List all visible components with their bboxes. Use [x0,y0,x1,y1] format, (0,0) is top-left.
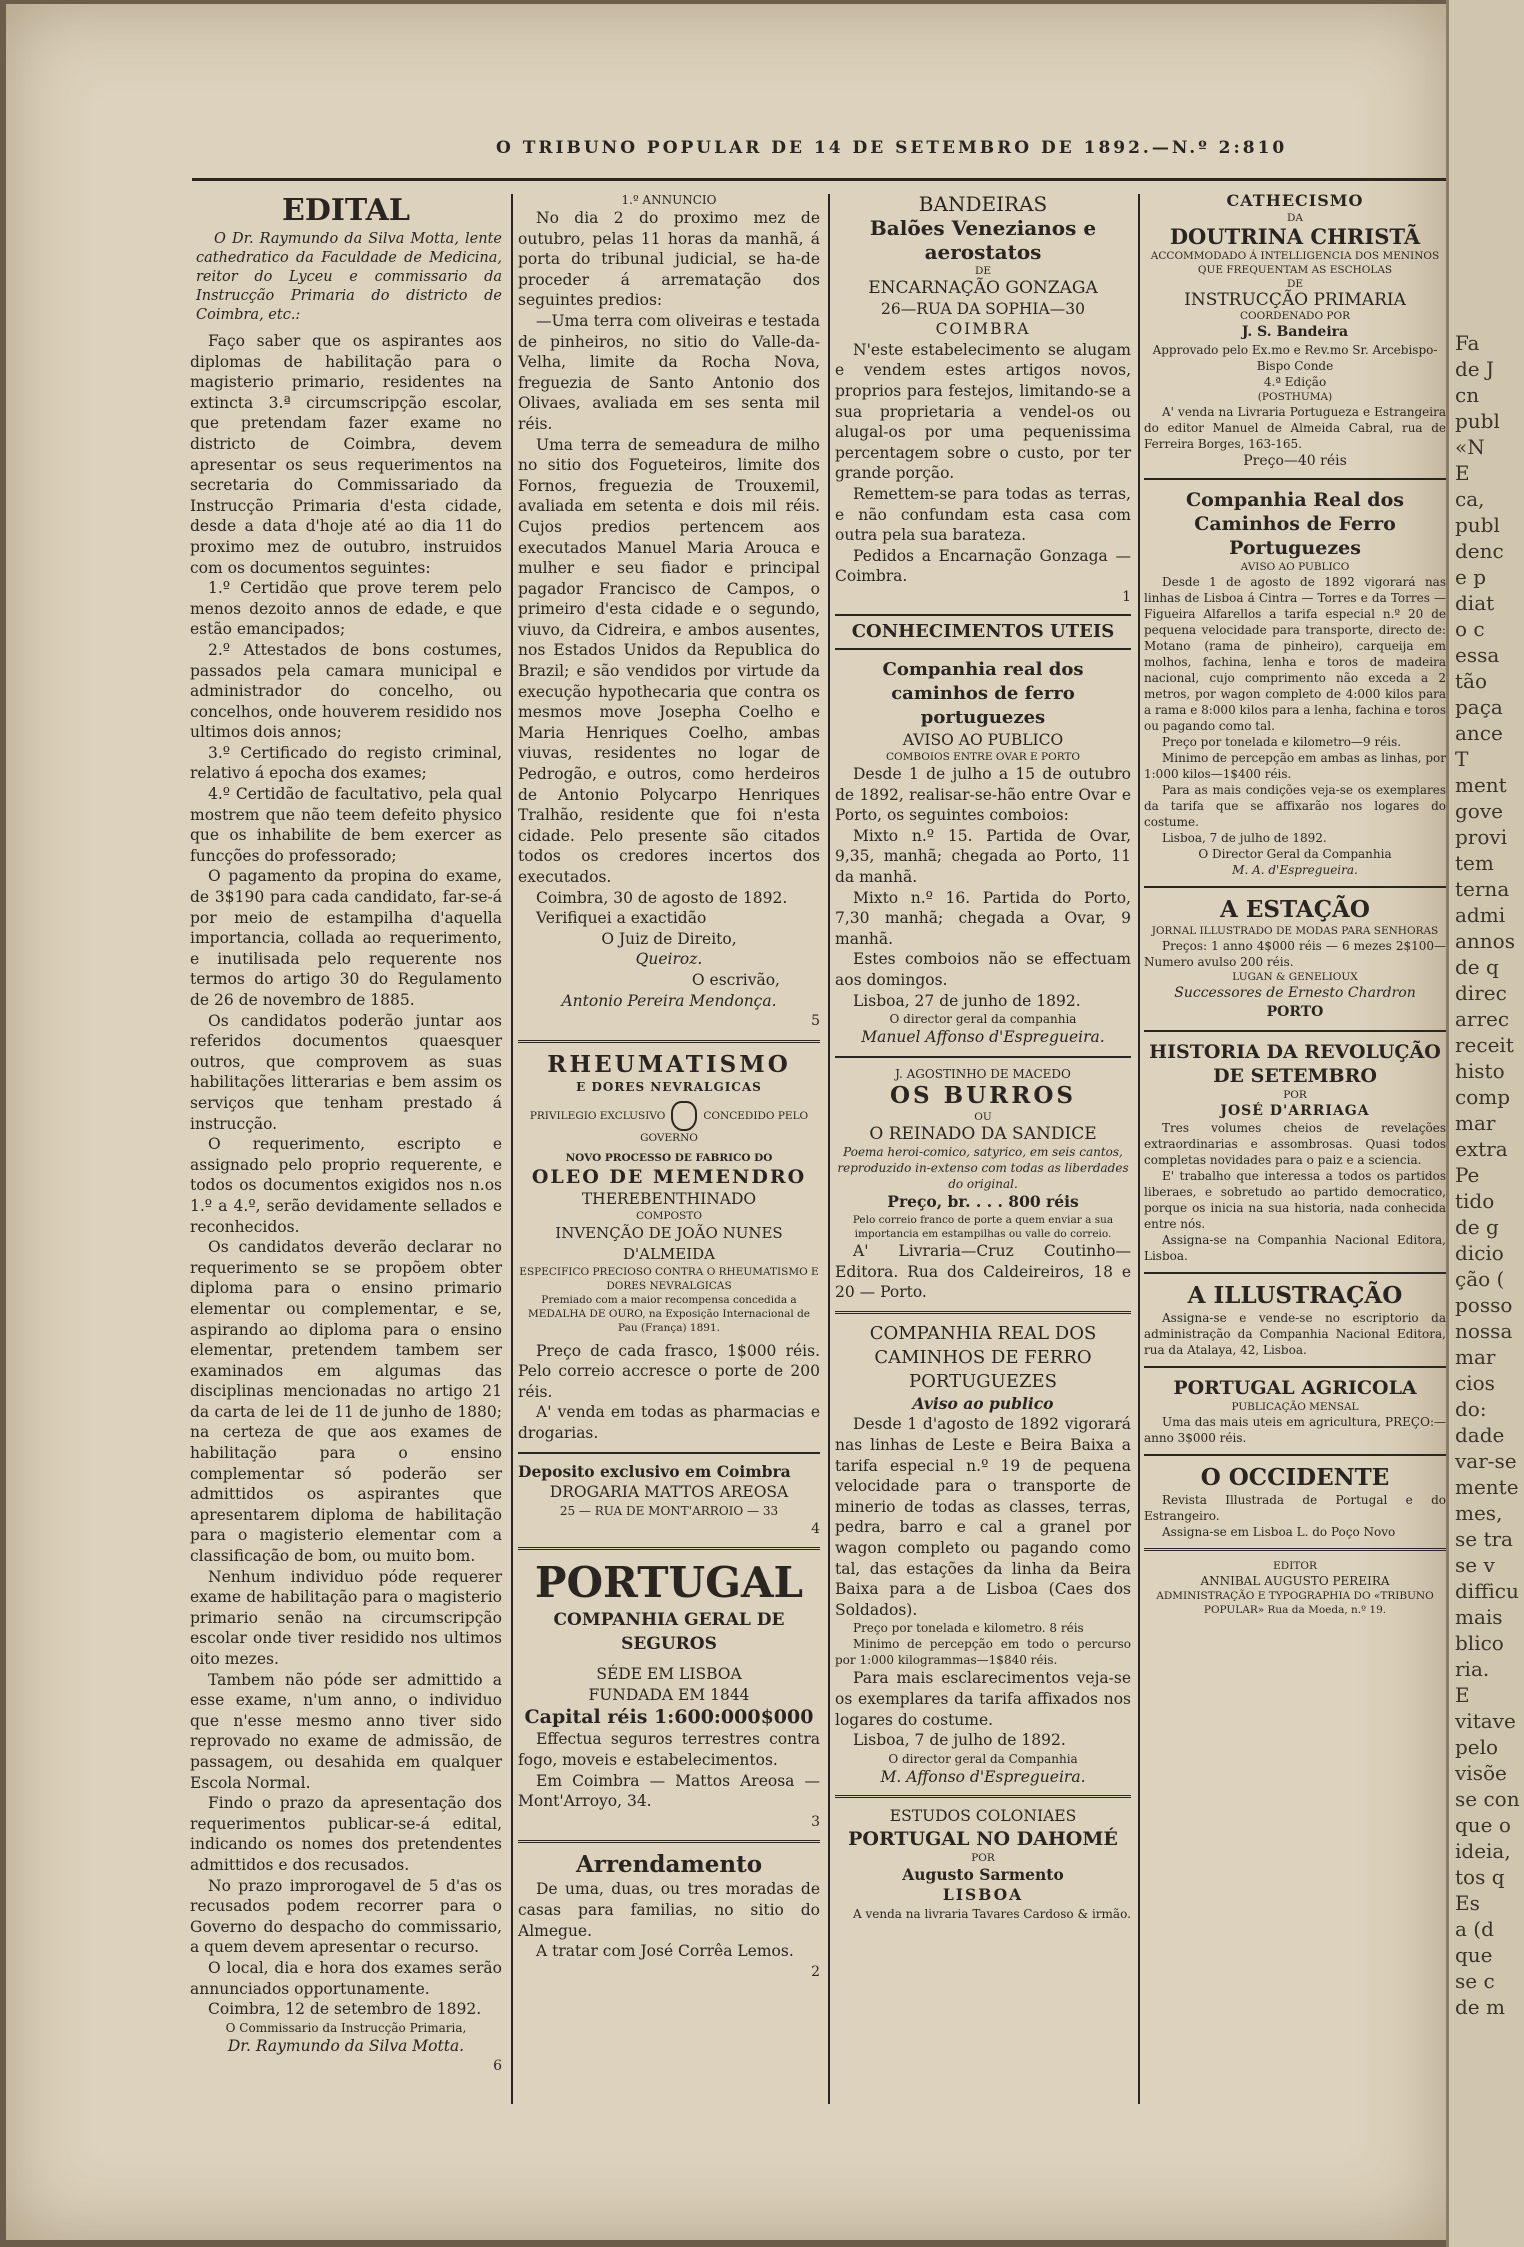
railway3-signature: M. A. d'Espregueira. [1232,863,1358,878]
product-subname: THEREBENTHINADO [581,1189,757,1208]
adjacent-page-line: difficu [1455,1579,1519,1603]
adjacent-page-text [1449,0,1524,2020]
historia-text: POR [1283,1088,1307,1101]
portugal-title: PORTUGAL [534,1558,804,1608]
editor-name: ANNIBAL AUGUSTO PEREIRA [1200,1574,1390,1589]
railway-notice: AVISO AO PUBLICO [902,730,1064,749]
adjacent-page-line: diat [1455,591,1495,615]
adjacent-page-line: dicio [1455,1241,1504,1265]
arrendamento-title: Arrendamento [575,1851,763,1879]
bandeiras-address: 26—RUA DA SOPHIA—30 [881,299,1085,318]
illustracao-text: Assigna-se e vende-se no escriptorio da administração da Companhia Nacional Editora, rua da Atalaya, 42, Lisboa. [1144,1311,1446,1358]
royal-arms-icon [671,1101,697,1131]
adjacent-page-line: Fa [1455,331,1480,355]
estacao-publisher: LUGAN & GENELIOUX [1232,971,1358,984]
book-text: A' Livraria—Cruz Coutinho—Editora. Rua dos Caldeireiros, 18 e 20 — Porto. [835,1242,1131,1302]
adjacent-page-line: se con [1455,1787,1520,1811]
ad-number: 6 [493,2058,502,2075]
edital-paragraph: 1.º Certidão que prove terem pelo menos dezoito annos de edade, e que estão emancipados; [190,579,502,639]
instrucao-title: INSTRUCÇÃO PRIMARIA [1184,289,1406,310]
adjacent-page-line: se v [1455,1553,1495,1577]
adjacent-page-line: cios [1455,1371,1495,1395]
railway3-director: O Director Geral da Companhia [1198,847,1392,862]
railway3-notice: AVISO AO PUBLICO [1240,561,1350,574]
column-3 [835,192,1131,1922]
ad-divider [518,1547,820,1550]
bandeiras-owner: ENCARNAÇÃO GONZAGA [868,278,1098,298]
edital-paragraph: 2.º Attestados de bons costumes, passados pela camara municipal e administrador do concelho, ou concelhos, onde houverem residido nos ultimos dois annos; [190,640,502,742]
edital-paragraph: O local, dia e hora dos exames serão annunciados opportunamente. [190,1958,502,1998]
edital-date: Coimbra, 12 de setembro de 1892. [208,2000,482,2019]
adjacent-page-line: que o [1455,1813,1511,1837]
header-rule [192,178,1446,181]
agricola-subtitle: PUBLICAÇÃO MENSAL [1231,1401,1359,1414]
bandeiras-title: BANDEIRAS [918,192,1048,216]
privilege-left: PRIVILEGIO EXCLUSIVO [529,1109,666,1122]
adjacent-page-line: de g [1455,1215,1499,1239]
edital-paragraph: Tambem não póde ser admittido a esse exame, n'um anno, o individuo que n'esse mesmo anno tiver sido reprovado no exame de admissão, de passagem, ou desahida em qualquer Escola Normal. [190,1670,502,1792]
annuncio-text: —Uma terra com oliveiras e testada de pinheiros, no sitio do Valle-da-Velha, limite da Rocha Nova, freguezia de Santo Antonio dos Olivaes, avaliada em ses senta mil réis. [518,311,820,433]
ad-divider [1144,1272,1446,1274]
adjacent-page-line: Pe [1455,1163,1480,1187]
adjacent-page-line: denc [1455,539,1504,563]
cathecismo-text: COORDENADO POR [1240,310,1350,323]
bandeiras-text: DE [974,265,992,277]
annuncio-text: Verifiquei a exactidão [536,909,707,928]
cathecismo-approval: Approvado pelo Ex.mo e Rev.mo Sr. Arcebispo-Bispo Conde [1152,342,1438,373]
ad-divider [1144,1454,1446,1456]
railway-title: Companhia real dos caminhos de ferro portuguezes [882,658,1084,728]
ad-divider [518,1840,820,1843]
adjacent-page-line: annos [1455,929,1515,953]
section-banner [835,614,1131,650]
adjacent-page-line: ment [1455,773,1507,797]
adjacent-page-line: tido [1455,1189,1495,1213]
portugal-text: Em Coimbra — Mattos Areosa — Mont'Arroyo, 34. [518,1771,820,1811]
rheumatismo-text: ESPECIFICO PRECIOSO CONTRA O RHEUMATISMO E DORES NEVRALGICAS [519,1265,819,1292]
adjacent-page-line: se c [1455,1969,1495,1993]
baloes-title: Balões Venezianos e aerostatos [869,216,1097,264]
adjacent-page-line: pelo [1455,1735,1499,1759]
railway3-text: Para as mais condições veja-se os exemplares da tarifa que se affixarão nos logares do costume. [1144,783,1446,830]
book-text: OU [974,1110,992,1123]
book-description: Poema heroi-comico, satyrico, em seis cantos, reproduzido in-extenso com todas as liberdades do original. [837,1145,1129,1192]
adjacent-page-line: ca, [1455,487,1485,511]
adjacent-page-line: var-se [1455,1449,1517,1473]
adjacent-page-line: blico [1455,1631,1504,1655]
bandeiras-text: N'este estabelecimento se alugam e vendem estes artigos novos, proprios para festejos, limitando-se a sua proprietaria a vendel-os ou alugal-os por uma pequenissima percentagem sobre o custo, por ter grande porção. [835,340,1131,483]
railway-text: Mixto n.º 16. Partida do Porto, 7,30 manhã; chegada a Ovar, 9 manhã. [835,888,1131,948]
adjacent-page-line: e p [1455,565,1486,589]
ad-divider [1144,886,1446,888]
historia-text: Assigna-se na Companhia Nacional Editora, Lisboa. [1144,1233,1446,1264]
adjacent-page-line: arrec [1455,1007,1510,1031]
estacao-prices: Preços: 1 anno 4$000 réis — 6 mezes 2$100—Numero avulso 200 réis. [1144,939,1446,970]
railway2-text: Minimo de percepção em todo o percurso por 1:000 kilogrammas—1$840 réis. [835,1637,1131,1668]
adjacent-page-line: gove [1455,799,1503,823]
annuncio-text: No dia 2 do proximo mez de outubro, pelas 11 horas da manhã, á porta do tribunal judicial, se ha-de proceder á arrematação dos seguintes predios: [518,209,820,310]
edital-signature-title: O Commissario da Instrucção Primaria, [225,2020,467,2035]
annuncio-text: O escrivão, [691,970,780,989]
edital-intro: O Dr. Raymundo da Silva Motta, lente cathedratico da Faculdade de Medicina, reitor do Lyceu e commissario da Instrucção Primaria do districto de Coimbra, etc.: [196,231,502,323]
adjacent-page-line: histo [1455,1059,1505,1083]
adjacent-page-line: receit [1455,1033,1514,1057]
adjacent-page-line: mente [1455,1475,1519,1499]
portugal-capital: Capital réis 1:600:000$000 [524,1706,814,1729]
adjacent-page-line: admi [1455,903,1506,927]
privilege-right: CONCEDIDO PELO GOVERNO [640,1109,809,1144]
edital-paragraph: O requerimento, escripto e assignado pelo proprio requerente, e todos os documentos exigidos nos n.os 1.º a 4.º, serão devidamente sellados e reconhecidos. [190,1135,502,1236]
deposit-heading: Deposito exclusivo em Coimbra [518,1461,791,1481]
adjacent-page-line: ideia, [1455,1839,1511,1863]
rheumatismo-text: A' venda em todas as pharmacias e drogarias. [518,1403,820,1442]
historia-text: Tres volumes cheios de revelações extraordinarias e assombrosas. Quasi todos completas novidades para o paiz e a sciencia. [1144,1121,1446,1168]
historia-text: E' trabalho que interessa a todos os partidos liberaes, e sobretudo ao partido democratico, porque os inicia na sua historia, nada conhecida entre nós. [1144,1169,1446,1232]
railway2-signature: M. Affonso d'Espregueira. [880,1767,1086,1786]
annuncio-signature: Queiroz. [635,950,703,969]
column-2 [518,192,820,1982]
ad-divider [1144,1366,1446,1368]
bandeiras-text: Pedidos a Encarnação Gonzaga — Coimbra. [835,546,1131,586]
drugstore-name: DROGARIA MATTOS AREOSA [549,1483,789,1502]
annuncio-date: Coimbra, 30 de agosto de 1892. [536,888,788,907]
adjacent-page-line: posso [1455,1293,1513,1317]
portugal-text: Effectua seguros terrestres contra fogo, moveis e estabelecimentos. [518,1730,820,1770]
railway2-director: O director geral da Companhia [888,1751,1078,1766]
adjacent-page-line: ance [1455,721,1503,745]
administration-address: ADMINISTRAÇÃO E TYPOGRAPHIA DO «TRIBUNO POPULAR» Rua da Moeda, n.º 19. [1156,1590,1434,1617]
adjacent-page-line: essa [1455,643,1500,667]
adjacent-page-line: o c [1455,617,1485,641]
occidente-text: Revista Illustrada de Portugal e do Estrangeiro. [1144,1493,1446,1524]
adjacent-page-line: tão [1455,669,1488,693]
railway-text: Mixto n.º 15. Partida de Ovar, 9,35, manhã; chegada ao Porto, 11 da manhã. [835,826,1131,887]
adjacent-page-edge [1446,0,1524,2247]
portugal-company: COMPANHIA GERAL DE SEGUROS [553,1610,785,1655]
adjacent-page-line: «N [1455,435,1485,459]
adjacent-page-line: visõe [1455,1761,1507,1785]
adjacent-page-line: Es [1455,1891,1480,1915]
author-name: J. AGOSTINHO DE MACEDO [895,1066,1071,1081]
railway3-text: Minimo de percepção em ambas as linhas, por 1:000 kilos—1$400 réis. [1144,751,1446,782]
ad-number: 2 [811,1963,820,1980]
adjacent-page-line: dade [1455,1423,1505,1447]
rheumatismo-price: Preço de cada frasco, 1$000 réis. Pelo correio accresce o porte de 200 réis. [518,1341,820,1401]
adjacent-page-line: de q [1455,955,1499,979]
adjacent-page-line: ção ( [1455,1267,1505,1291]
railway2-date: Lisboa, 7 de julho de 1892. [853,1731,1066,1750]
edital-paragraph: Os candidatos poderão juntar aos referidos documentos quaesquer outros, que comprovem as suas habilitações litterarias e bem assim os serviços que tenham prestado á instrucção. [190,1011,502,1133]
rheumatismo-text: NOVO PROCESSO DE FABRICO DO [565,1151,773,1164]
cathecismo-text: DE [1286,277,1304,290]
ad-divider [518,1040,820,1043]
ad-divider [835,1795,1131,1798]
drugstore-address: 25 — RUA DE MONT'ARROIO — 33 [559,1503,779,1518]
cathecismo-text: DA [1286,211,1303,224]
occidente-title: O OCCIDENTE [1200,1464,1390,1492]
adjacent-page-line: direc [1455,981,1507,1005]
estacao-successors: Successores de Ernesto Chardron [1174,985,1416,1002]
historia-title: HISTORIA DA REVOLUÇÃO DE SETEMBRO [1149,1040,1441,1087]
ad-divider [518,1452,820,1454]
arrendamento-text: De uma, duas, ou tres moradas de casas para familias, no sitio do Almegue. [518,1880,820,1940]
edital-paragraph: No prazo improrogavel de 5 d'as os recusados podem recorrer para o Governo do despacho do commissario, a quem devem apresentar o recurso. [190,1876,502,1957]
railway2-notice: Aviso ao publico [912,1393,1054,1413]
adjacent-page-line: mar [1455,1345,1496,1369]
page-header: O TRIBUNO POPULAR DE 14 DE SETEMBRO DE 1892.—N.º 2:810 [496,138,1288,158]
colonial-heading: ESTUDOS COLONIAES [889,1807,1077,1826]
railway3-title: Companhia Real dos Caminhos de Ferro Portuguezes [1186,489,1404,560]
edital-paragraph: Os candidatos deverão declarar no requerimento se se propõem obter diploma para o ensino primario elementar ou complementar, e se, aspirando ao diploma para o ensino elementar, pretendem tambem ser examinados em algumas das disciplinas mencionadas no artigo 21 da carta de lei de 11 de junho de 1880; na certeza de que aos exames de habilitação para o ensino complementar só poderão ser admittidos os aspirantes que apresentarem diploma de habilitação para o magisterio elementar com a classificação de bom, ou muito bom. [190,1238,502,1566]
cathecismo-text: ACCOMMODADO Á INTELLIGENCIA DOS MENINOS QUE FREQUENTAM AS ESCHOLAS [1150,249,1440,276]
adjacent-page-line: E [1455,461,1470,485]
newspaper-page [6,4,1446,2240]
cathecismo-title: CATHECISMO [1226,191,1364,210]
rheumatismo-title: RHEUMATISMO [547,1050,791,1078]
adjacent-page-line: terna [1455,877,1510,901]
annuncio-text: O Juiz de Direito, [601,929,737,948]
adjacent-page-line: paça [1455,695,1503,719]
cathecismo-author: J. S. Bandeira [1241,324,1349,341]
railway2-text: Para mais esclarecimentos veja-se os exemplares da tarifa affixados nos logares do costume. [835,1669,1131,1729]
conhecimentos-uteis-title: CONHECIMENTOS UTEIS [851,620,1115,642]
portugal-founded: FUNDADA EM 1844 [588,1685,750,1704]
rheumatismo-subtitle: E DORES NEVRALGICAS [576,1079,762,1094]
adjacent-page-line: E [1455,1683,1470,1707]
adjacent-page-line: comp [1455,1085,1511,1109]
dahome-author: Augusto Sarmento [902,1864,1064,1884]
ad-number: 3 [811,1813,820,1830]
adjacent-page-line: T [1455,747,1469,771]
occidente-text: Assigna-se em Lisboa L. do Poço Novo [1162,1525,1396,1540]
column-divider [511,194,513,2104]
railway2-text: Preço por tonelada e kilometro. 8 réis [853,1621,1084,1636]
railway-text: Desde 1 de julho a 15 de outubro de 1892, realisar-se-hão entre Ovar e Porto, os seguintes comboios: [835,765,1131,825]
adjacent-page-line: publ [1455,409,1500,433]
edital-paragraph: Nenhum individuo póde requerer exame de habilitação para o magisterio primario senão na circumscripção escolar onde tiver residido nos ultimos oito mezes. [190,1567,502,1668]
edital-paragraph: Findo o prazo da apresentação dos requerimentos publicar-se-á edital, indicando os nomes dos pretendentes admittidos e dos recusados. [190,1794,502,1874]
arrendamento-text: A tratar com José Corrêa Lemos. [536,1942,794,1961]
railway3-date: Lisboa, 7 de julho de 1892. [1162,831,1327,846]
dahome-title: PORTUGAL NO DAHOMÉ [848,1827,1118,1850]
adjacent-page-line: a (d [1455,1917,1494,1941]
adjacent-page-line: de J [1455,357,1495,381]
book-text: Pelo correio franco de porte a quem enviar a sua importancia em estampilhas ou valle do correio. [852,1214,1114,1240]
adjacent-page-line: tos q [1455,1865,1505,1889]
railway3-text: Desde 1 de agosto de 1892 vigorará nas linhas de Lisboa á Cintra — Torres e da Torres — Figueira Alfarellos a tarifa especial n.º 20 de pequena velocidade para transporte, directo de: Motano (rama de pinheiro), carqueija em molhos, fachina, lenha e toros de madeira nacional, cujo comprimento não exceda a 2 metros, por wagon completo de 4:000 kilos para a rama e 8:000 kilos para a lenha, fachina e toros ou pagando como tal. [1144,575,1446,734]
ad-number: 5 [811,1013,820,1030]
bandeiras-city: COIMBRA [935,320,1031,339]
editor-label: EDITOR [1273,1560,1317,1573]
adjacent-page-line: de m [1455,1995,1505,2019]
adjacent-page-line: vitave [1455,1709,1516,1733]
column-edital [190,192,502,2077]
edital-paragraph: O pagamento da propina do exame, de 3$190 para cada candidato, far-se-á por meio de estampilha d'aquella importancia, collada ao requerimento, e inutilisada pelo requerente nos termos do artigo 30 do Regulamento de 26 de novembro de 1885. [190,867,502,1009]
historia-author: JOSÉ D'ARRIAGA [1220,1102,1370,1119]
book-title: OS BURROS [889,1081,1077,1109]
adjacent-page-line: mais [1455,1605,1503,1629]
inventor-line: INVENÇÃO DE JOÃO NUNES D'ALMEIDA [555,1224,783,1263]
estacao-title: A ESTAÇÃO [1220,896,1370,924]
estacao-subtitle: JORNAL ILLUSTRADO DE MODAS PARA SENHORAS [1151,925,1439,938]
column-4 [1144,192,1446,1617]
annuncio-signature: Antonio Pereira Mendonça. [561,991,777,1010]
portugal-seat: SÉDE EM LISBOA [596,1665,742,1684]
railway-date: Lisboa, 27 de junho de 1892. [853,991,1081,1010]
railway-subtitle: COMBOIOS ENTRE OVAR E PORTO [885,751,1081,764]
edital-paragraph: 4.º Certidão de facultativo, pela qual mostrem que não teem defeito physico que os inhabilite de bem exercer as funcções do professorado; [190,785,502,865]
edital-title: EDITAL [282,193,410,228]
ad-divider [1144,1030,1446,1032]
annuncio-text: Uma terra de semeadura de milho no sitio dos Fogueteiros, limite dos Fornos, freguezia de Trouxemil, avaliada em setenta e dois mil réis. Cujos predios pertencem aos executados Manuel Maria Arouca e mulher e seu fiador e principal pagador Francisco de Campos, o primeiro d'esta cidade e o segundo, viuvo, da Cidreira, e ambos ausentes, nos Estados Unidos da Republica do Brazil; e são vendidos por virtude da execução hypothecaria que contra os mesmos move Josepha Coelho e Maria Henriques Coelho, ambas viuvas, residentes no logar de Pedrogão, e outros, como herdeiros de Antonio Polycarpo Henriques Tralhão, residente que foi n'esta cidade. Pelo presente são citados todos os credores incertos dos executados. [518,435,820,886]
cathecismo-sale: A' venda na Livraria Portugueza e Estrangeira do editor Manuel de Almeida Cabral, rua de Ferreira Borges, 163-165. [1144,404,1446,451]
column-divider [828,194,830,2104]
adjacent-page-line: ria. [1455,1657,1490,1681]
adjacent-page-line: provi [1455,825,1508,849]
edital-paragraph: Faço saber que os aspirantes aos diplomas de habilitação para o magisterio primario, residentes na extincta 3.ª circumscripção escolar, que pretendam fazer exame no districto de Coimbra, devem apresentar os seus requerimentos na secretaria do Commissariado da Instrucção Primaria d'esta cidade, desde a data d'hoje até ao dia 11 do proximo mez de outubro, instruidos com os documentos seguintes: [190,332,502,577]
agricola-text: Uma das mais uteis em agricultura, PREÇO:—anno 3$000 réis. [1144,1415,1446,1446]
privilege-line [518,1101,820,1145]
estacao-city: PORTO [1266,1003,1324,1020]
cathecismo-price: Preço—40 réis [1243,452,1347,469]
railway-text: Estes comboios não se effectuam aos domingos. [835,950,1131,990]
cathecismo-text: (POSTHUMA) [1257,390,1333,403]
railway2-text: Desde 1 d'agosto de 1892 vigorará nas linhas de Leste e Beira Baixa a tarifa especial n.º 19 de pequena velocidade para o transporte de minerio de todas as classes, terras, pedra, barro e cal a granel por wagon completo ou pagando como tal, das estações da linha da Beira Baixa para a de Lisboa (Caes dos Soldados). [835,1415,1131,1619]
edital-paragraph: 3.º Certificado do registo criminal, relativo á epocha dos exames; [190,743,502,783]
rheumatismo-text: COMPOSTO [636,1210,702,1223]
doutrina-title: DOUTRINA CHRISTÃ [1169,223,1421,249]
dahome-sale: A venda na livraria Tavares Cardoso & irmão. [853,1907,1131,1922]
adjacent-page-line: que [1455,1943,1493,1967]
ad-number: 4 [811,1520,820,1537]
railway2-title: COMPANHIA REAL DOS CAMINHOS DE FERRO PORTUGUEZES [869,1322,1097,1392]
adjacent-page-line: mar [1455,1111,1496,1135]
adjacent-page-line: mes, [1455,1501,1503,1525]
ad-divider [1144,478,1446,480]
illustracao-title: A ILLUSTRAÇÃO [1187,1282,1403,1310]
railway-signature: Manuel Affonso d'Espregueira. [861,1028,1105,1047]
adjacent-page-line: nossa [1455,1319,1513,1343]
cathecismo-edition: 4.ª Edição [1263,374,1327,389]
ad-number: 1 [1122,588,1131,605]
product-name: OLEO DE MEMENDRO [531,1165,807,1188]
edital-signature: Dr. Raymundo da Silva Motta. [227,2036,465,2055]
adjacent-page-line: extra [1455,1137,1508,1161]
adjacent-page-line: do: [1455,1397,1487,1421]
ad-divider [835,1311,1131,1314]
adjacent-page-line: publ [1455,513,1500,537]
agricola-title: PORTUGAL AGRICOLA [1173,1377,1417,1400]
ad-divider [1144,1548,1446,1551]
column-divider [1138,194,1140,2104]
railway-director: O director geral da companhia [889,1012,1077,1027]
dahome-text: POR [971,1851,995,1864]
adjacent-page-line: se tra [1455,1527,1513,1551]
rheumatismo-award: Premiado com a maior recompensa concedida a MEDALHA DE OURO, na Exposição Internacional de Pau (França) 1891. [527,1293,811,1334]
annuncio-heading: 1.º ANNUNCIO [621,193,717,207]
book-subtitle: O REINADO DA SANDICE [869,1123,1097,1144]
bandeiras-text: Remettem-se para todas as terras, e não confundam esta casa com outra pela sua barateza. [835,484,1131,545]
ad-divider [835,1056,1131,1058]
railway3-text: Preço por tonelada e kilometro—9 réis. [1162,735,1402,750]
book-price: Preço, br. . . . 800 réis [887,1192,1079,1212]
adjacent-page-line: tem [1455,851,1494,875]
dahome-city: LISBOA [942,1885,1024,1905]
adjacent-page-line: cn [1455,383,1480,407]
